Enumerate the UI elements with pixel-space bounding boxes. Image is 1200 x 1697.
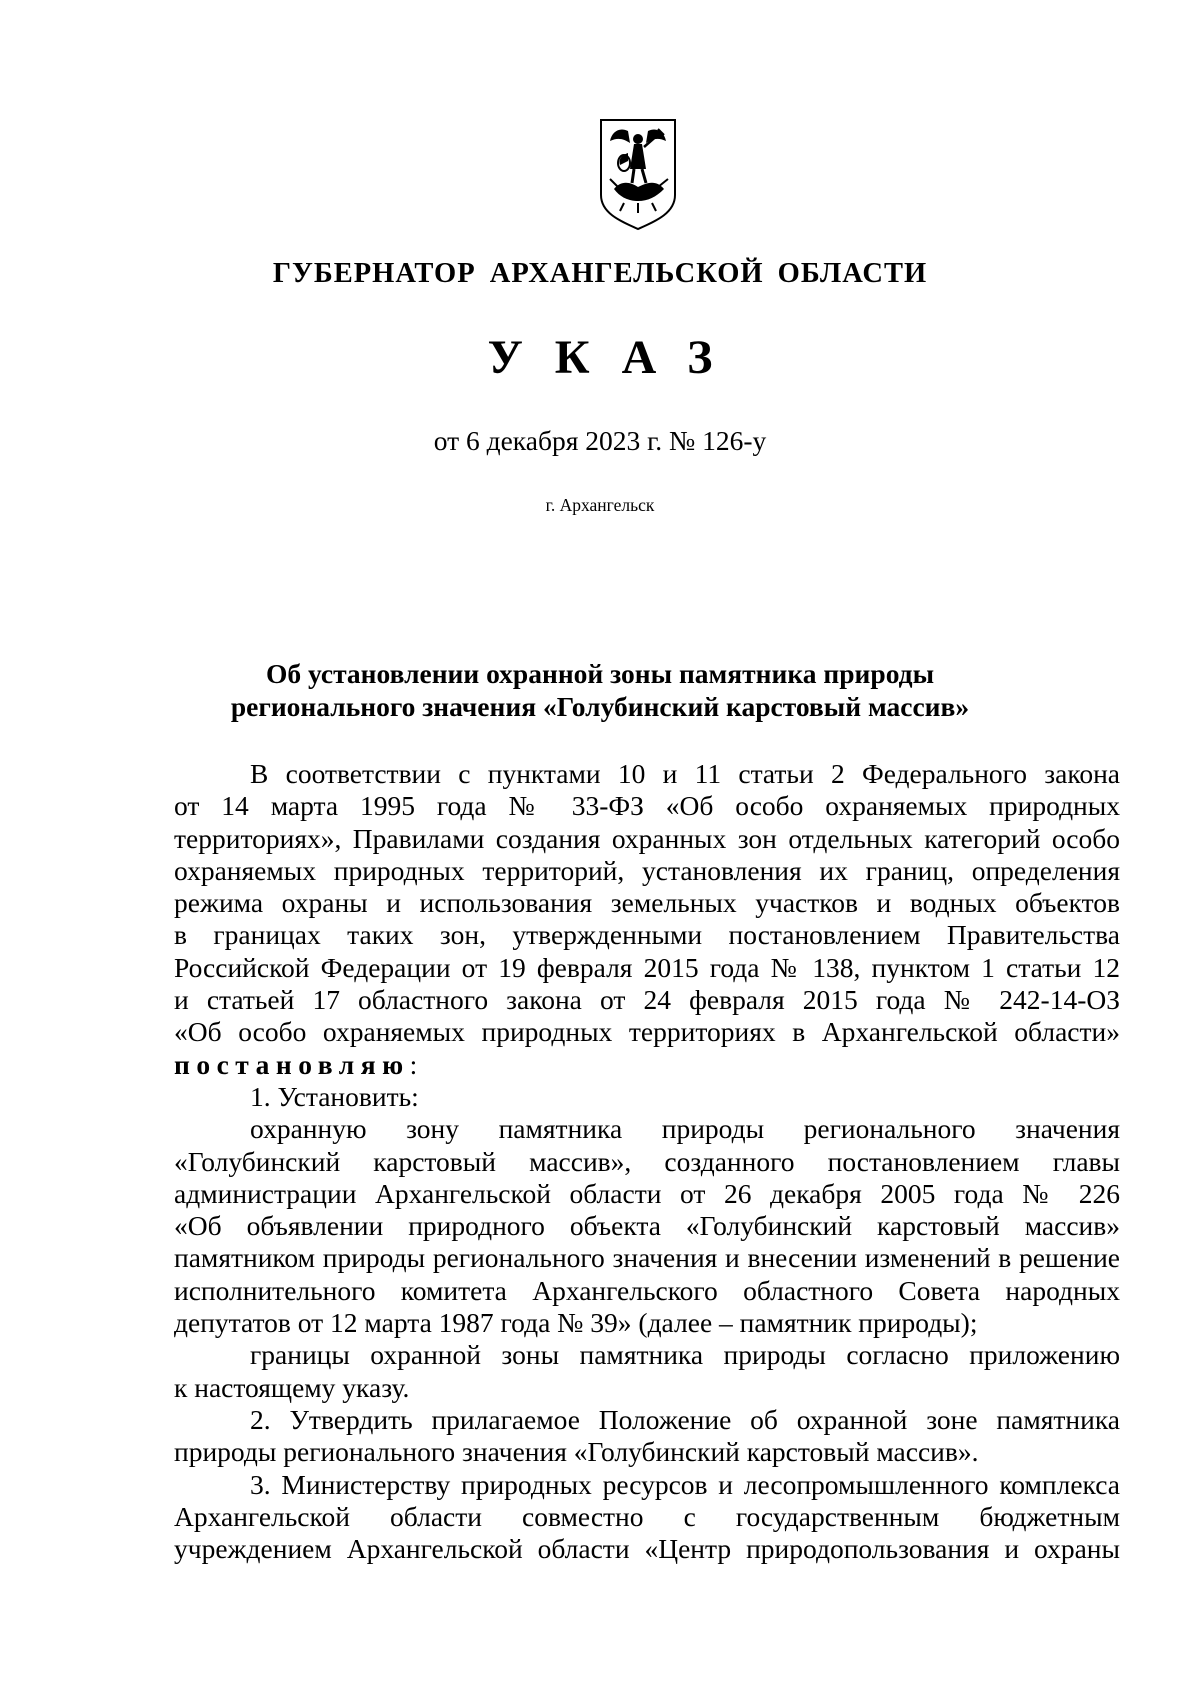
text-line: к настоящему указу.: [174, 1371, 410, 1403]
resolve-line: [174, 1049, 1120, 1081]
text-line: природы регионального значения «Голубинский карстовый массив».: [174, 1436, 979, 1468]
text-line: территориях», Правилами создания охранных зон отдельных категорий особо: [174, 822, 1120, 854]
text-line: 1. Установить:: [250, 1080, 419, 1112]
text-line: «Голубинский карстовый массив», созданного постановлением главы: [174, 1145, 1120, 1177]
text-line: депутатов от 12 марта 1987 года № 39» (далее – памятник природы);: [174, 1307, 978, 1339]
text-line: «Об особо охраняемых природных территориях в Архангельской области»: [174, 1016, 1120, 1048]
document-type: УКАЗ: [487, 331, 745, 384]
text-line: исполнительного комитета Архангельского областного Совета народных: [174, 1274, 1120, 1306]
resolve-word: постановляю: [174, 1048, 410, 1080]
text-line: границы охранной зоны памятника природы согласно приложению: [250, 1339, 1120, 1371]
text-line: Архангельской области совместно с государственным бюджетным: [174, 1500, 1120, 1532]
text-line: памятником природы регионального значения и внесении изменений в решение: [174, 1242, 1120, 1274]
text-line: от 14 марта 1995 года № 33-ФЗ «Об особо охраняемых природных: [174, 790, 1120, 822]
resolve-colon: :: [409, 1048, 418, 1080]
text-line: 2. Утвердить прилагаемое Положение об охранной зоне памятника: [250, 1403, 1120, 1435]
title-line: Об установлении охранной зоны памятника природы: [265, 658, 935, 689]
issuing-authority: ГУБЕРНАТОР АРХАНГЕЛЬСКОЙ ОБЛАСТИ: [272, 258, 928, 289]
text-line: Российской Федерации от 19 февраля 2015 года № 138, пунктом 1 статьи 12: [174, 951, 1120, 983]
preamble-paragraph: [174, 758, 1120, 1081]
title-line: регионального значения «Голубинский карстовый массив»: [230, 691, 970, 722]
text-line: В соответствии с пунктами 10 и 11 статьи 2 Федерального закона: [250, 758, 1120, 789]
text-line: в границах таких зон, утвержденными постановлением Правительства: [174, 919, 1120, 951]
text-line: охраняемых природных территорий, установления их границ, определения: [174, 854, 1120, 886]
document-body: [174, 758, 1120, 1565]
document-city: г. Архангельск: [545, 495, 655, 515]
item-1: [174, 1081, 1120, 1404]
text-line: и статьей 17 областного закона от 24 февраля 2015 года № 242-14-ОЗ: [174, 984, 1120, 1016]
text-line: 3. Министерству природных ресурсов и лесопромышленного комплекса: [250, 1468, 1120, 1500]
text-line: охранную зону памятника природы регионального значения: [250, 1113, 1120, 1145]
item-3: [174, 1469, 1120, 1566]
item-2: [174, 1404, 1120, 1469]
document-title: [0, 657, 1200, 723]
document-date-number: от 6 декабря 2023 г. № 126-у: [433, 425, 767, 456]
text-line: администрации Архангельской области от 26 декабря 2005 года № 226: [174, 1177, 1120, 1209]
text-line: «Об объявлении природного объекта «Голубинский карстовый массив»: [174, 1210, 1120, 1242]
text-line: режима охраны и использования земельных участков и водных объектов: [174, 887, 1120, 919]
text-line: учреждением Архангельской области «Центр природопользования и охраны: [174, 1533, 1120, 1565]
coat-of-arms-icon: [598, 117, 678, 231]
